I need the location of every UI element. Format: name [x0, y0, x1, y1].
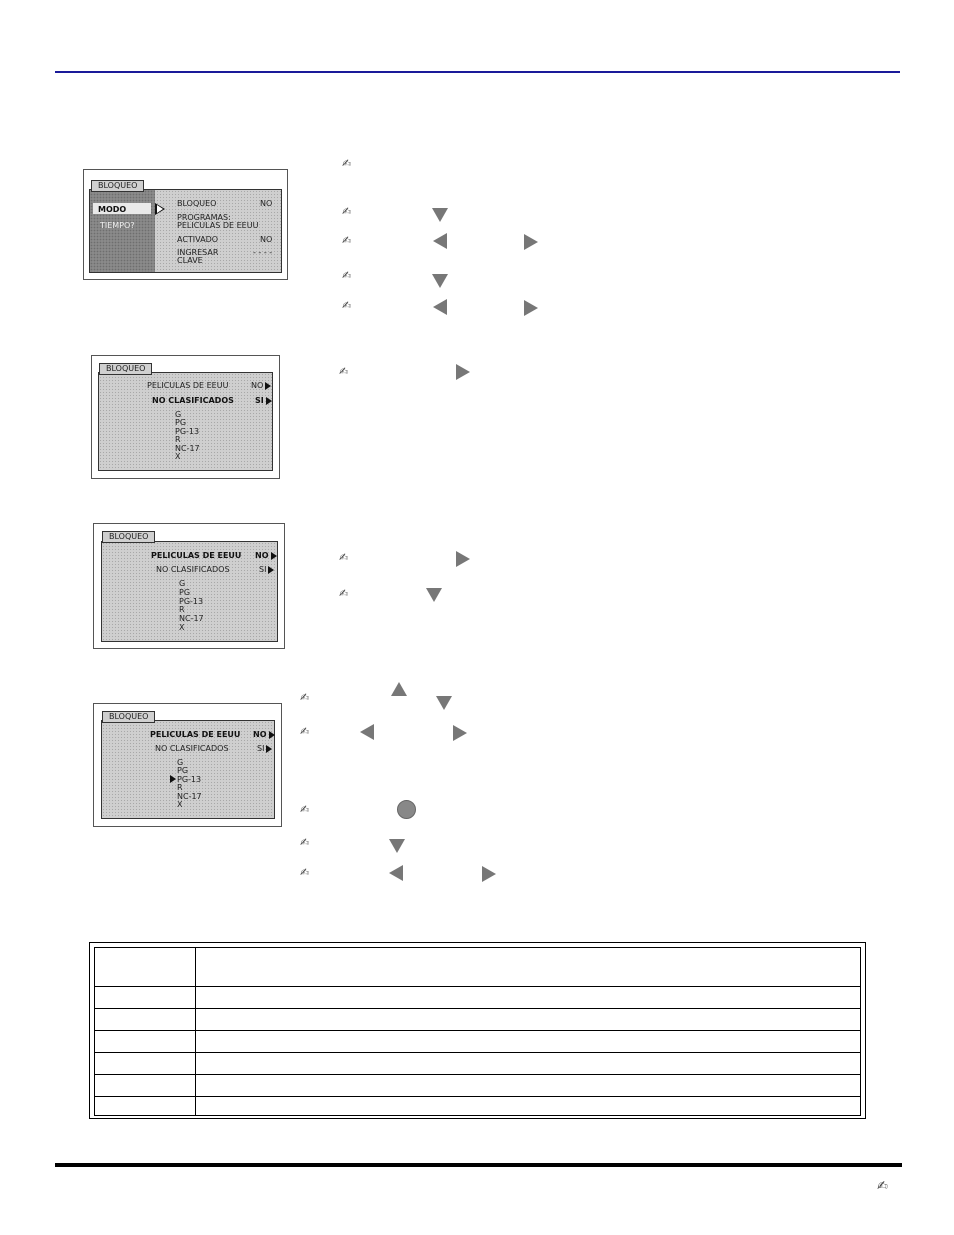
- arrow-right-icon: [453, 725, 467, 741]
- osd-rating-r: R: [177, 783, 183, 792]
- osd-rating-pg13: PG-13: [179, 597, 204, 606]
- osd-tab-bloqueo: BLOQUEO: [102, 531, 155, 543]
- osd-rating-pg: PG: [175, 418, 187, 427]
- osd-rating-pg13: PG-13: [175, 427, 200, 436]
- osd-rating-r: R: [179, 605, 185, 614]
- osd-noclasificados-value-text: SI: [257, 744, 265, 753]
- osd-ingresar-line1: INGRESAR: [177, 248, 219, 257]
- pen-icon: ✍: [300, 803, 310, 816]
- osd-arrow-icon: [269, 731, 275, 739]
- arrow-right-icon: [524, 300, 538, 316]
- osd-noclasificados-label: NO CLASIFICADOS: [155, 744, 229, 753]
- arrow-left-icon: [389, 865, 403, 881]
- osd-noclasificados-label: NO CLASIFICADOS: [156, 565, 230, 574]
- osd-rating-g: G: [179, 579, 186, 588]
- pen-icon: ✍: [300, 836, 310, 849]
- osd-programas-line2: PELICULAS DE EEUU: [177, 221, 259, 230]
- osd-peliculas-value-text: NO: [253, 730, 267, 739]
- footer-pen-icon: ✍: [877, 1179, 888, 1194]
- arrow-right-icon: [482, 866, 496, 882]
- osd-ratings-a-screen: [98, 372, 273, 471]
- arrow-down-icon: [432, 274, 448, 288]
- table-column-divider: [195, 948, 196, 1115]
- osd-rating-g: G: [175, 410, 182, 419]
- osd-peliculas-value: [253, 730, 275, 739]
- pen-icon: ✍: [342, 157, 352, 170]
- osd-rating-nc17: NC-17: [177, 792, 202, 801]
- osd-programas-line1: PROGRAMAS:: [177, 213, 231, 222]
- header-rule: [55, 71, 900, 73]
- pen-icon: ✍: [339, 365, 349, 378]
- osd-rating-nc17: NC-17: [179, 614, 204, 623]
- osd-tab-bloqueo: BLOQUEO: [91, 180, 144, 192]
- osd-ratings-b-frame: [93, 523, 285, 649]
- ratings-table: [94, 947, 861, 1116]
- osd-rating-pg: PG: [177, 766, 189, 775]
- osd-tab-bloqueo: BLOQUEO: [99, 363, 152, 375]
- osd-noclasificados-value: [255, 396, 272, 405]
- osd-arrow-icon: [266, 397, 272, 405]
- table-row: [95, 1030, 860, 1031]
- osd-pointer-icon: [155, 203, 165, 215]
- osd-menu-item-tiempo: TIEMPO?: [100, 221, 135, 230]
- osd-ratings-b-screen: [101, 541, 278, 642]
- osd-menu-item-modo: MODO: [98, 205, 127, 214]
- osd-selection-arrow-icon: [170, 775, 176, 783]
- arrow-left-icon: [433, 233, 447, 249]
- osd-noclasificados-label: NO CLASIFICADOS: [152, 396, 234, 405]
- action-button-icon: [397, 800, 416, 819]
- osd-peliculas-value: [251, 381, 271, 390]
- footer-rule: [55, 1163, 902, 1167]
- osd-rating-x: X: [175, 452, 181, 461]
- osd-peliculas-value: [255, 551, 277, 560]
- osd-rating-pg13: PG-13: [177, 775, 202, 784]
- osd-peliculas-value-text: NO: [255, 551, 269, 560]
- osd-rating-nc17: NC-17: [175, 444, 200, 453]
- arrow-left-icon: [433, 299, 447, 315]
- pen-icon: ✍: [300, 725, 310, 738]
- ratings-table-frame: [89, 942, 866, 1119]
- osd-main-menu-frame: [83, 169, 288, 280]
- arrow-down-icon: [426, 588, 442, 602]
- osd-peliculas-label: PELICULAS DE EEUU: [147, 381, 229, 390]
- osd-main-menu-screen: [89, 189, 282, 273]
- osd-activado-value: NO: [260, 235, 273, 244]
- arrow-up-icon: [391, 682, 407, 696]
- pen-icon: ✍: [339, 551, 349, 564]
- arrow-right-icon: [524, 234, 538, 250]
- osd-bloqueo-value: NO: [260, 199, 273, 208]
- osd-noclasificados-value-text: SI: [259, 565, 267, 574]
- pen-icon: ✍: [342, 269, 352, 282]
- arrow-down-icon: [436, 696, 452, 710]
- osd-arrow-icon: [265, 382, 271, 390]
- arrow-down-icon: [432, 208, 448, 222]
- table-row: [95, 1096, 860, 1097]
- osd-ratings-c-frame: [93, 703, 282, 827]
- pen-icon: ✍: [339, 587, 349, 600]
- table-row: [95, 986, 860, 987]
- arrow-right-icon: [456, 551, 470, 567]
- osd-ingresar-value: - - - -: [253, 248, 273, 257]
- osd-arrow-icon: [266, 745, 272, 753]
- pen-icon: ✍: [342, 299, 352, 312]
- arrow-right-icon: [456, 364, 470, 380]
- osd-peliculas-value-text: NO: [251, 381, 264, 390]
- osd-activado-label: ACTIVADO: [177, 235, 219, 244]
- osd-noclasificados-value: [257, 744, 272, 753]
- osd-ratings-c-screen: [101, 720, 275, 819]
- osd-noclasificados-value: [259, 565, 274, 574]
- arrow-left-icon: [360, 724, 374, 740]
- arrow-down-icon: [389, 839, 405, 853]
- pen-icon: ✍: [300, 691, 310, 704]
- osd-ratings-a-frame: [91, 355, 280, 479]
- osd-bloqueo-label: BLOQUEO: [177, 199, 217, 208]
- osd-arrow-icon: [268, 566, 274, 574]
- table-row: [95, 1008, 860, 1009]
- pen-icon: ✍: [342, 234, 352, 247]
- osd-tab-bloqueo: BLOQUEO: [102, 711, 155, 723]
- osd-rating-pg: PG: [179, 588, 191, 597]
- osd-ingresar-line2: CLAVE: [177, 256, 203, 265]
- osd-rating-r: R: [175, 435, 181, 444]
- table-row: [95, 1074, 860, 1075]
- table-row: [95, 1052, 860, 1053]
- osd-rating-x: X: [179, 623, 185, 632]
- osd-noclasificados-value-text: SI: [255, 396, 264, 405]
- osd-rating-g: G: [177, 758, 184, 767]
- osd-arrow-icon: [271, 552, 277, 560]
- osd-rating-x: X: [177, 800, 183, 809]
- osd-peliculas-label: PELICULAS DE EEUU: [151, 551, 242, 560]
- pen-icon: ✍: [342, 205, 352, 218]
- osd-peliculas-label: PELICULAS DE EEUU: [150, 730, 241, 739]
- pen-icon: ✍: [300, 866, 310, 879]
